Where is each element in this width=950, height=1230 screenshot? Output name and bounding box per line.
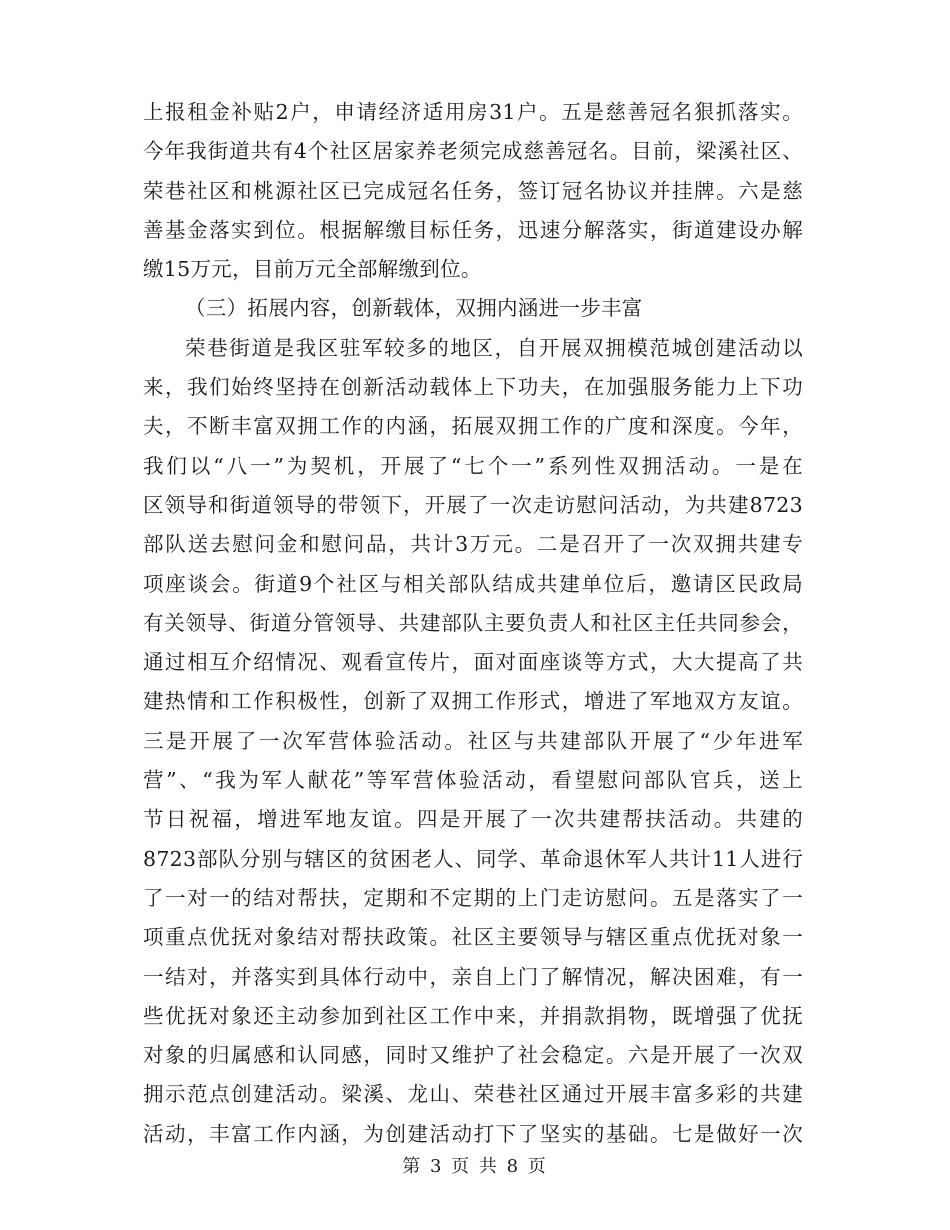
text-line: 部队送去慰问金和慰问品，共计3万元。二是召开了一次双拥共建专 <box>143 532 803 557</box>
text-line: 项座谈会。街道9个社区与相关部队结成共建单位后，邀请区民政局 <box>143 571 803 596</box>
document-body <box>143 93 803 1154</box>
text-line: 对象的归属感和认同感，同时又维护了社会稳定。六是开展了一次双 <box>143 1043 803 1068</box>
text-line: 拥示范点创建活动。梁溪、龙山、荣巷社区通过开展丰富多彩的共建 <box>143 1082 803 1107</box>
text-line: 来，我们始终坚持在创新活动载体上下功夫，在加强服务能力上下功 <box>143 375 803 400</box>
text-line: 上报租金补贴2户，申请经济适用房31户。五是慈善冠名狠抓落实。 <box>143 100 803 124</box>
text-line: 荣巷街道是我区驻军较多的地区，自开展双拥模范城创建活动以 <box>185 335 803 360</box>
text-line: 我们以“八一”为契机，开展了“七个一”系列性双拥活动。一是在 <box>143 453 803 478</box>
text-line: 区领导和街道领导的带领下，开展了一次走访慰问活动，为共建8723 <box>143 492 803 517</box>
text-line: 有关领导、街道分管领导、共建部队主要负责人和社区主任共同参会， <box>143 610 803 635</box>
text-line: 缴15万元，目前万元全部解缴到位。 <box>143 257 482 282</box>
text-line: 荣巷社区和桃源社区已完成冠名任务，签订冠名协议并挂牌。六是慈 <box>143 178 803 203</box>
text-line: 夫，不断丰富双拥工作的内涵，拓展双拥工作的广度和深度。今年， <box>143 414 803 439</box>
text-line: 了一对一的结对帮扶，定期和不定期的上门走访慰问。五是落实了一 <box>143 885 803 910</box>
text-line: 通过相互介绍情况、观看宣传片，面对面座谈等方式，大大提高了共 <box>143 650 803 675</box>
text-line: 8723部队分别与辖区的贫困老人、同学、革命退休军人共计11人进行 <box>143 846 803 871</box>
text-line: 一结对，并落实到具体行动中，亲自上门了解情况，解决困难，有一 <box>143 964 803 989</box>
text-line: 三是开展了一次军营体验活动。社区与共建部队开展了“少年进军 <box>143 728 803 753</box>
text-line: 节日祝福，增进军地友谊。四是开展了一次共建帮扶活动。共建的 <box>143 807 803 832</box>
text-line: 些优抚对象还主动参加到社区工作中来，并捐款捐物，既增强了优抚 <box>143 1003 803 1028</box>
section-heading: （三）拓展内容，创新载体，双拥内涵进一步丰富 <box>185 296 643 321</box>
text-line: 活动，丰富工作内涵，为创建活动打下了坚实的基础。七是做好一次 <box>143 1121 803 1146</box>
page-footer: 第 3 页 共 8 页 <box>402 1156 548 1177</box>
text-line: 建热情和工作积极性，创新了双拥工作形式，增进了军地双方友谊。 <box>143 689 803 714</box>
text-line: 善基金落实到位。根据解缴目标任务，迅速分解落实，街道建设办解 <box>143 217 803 242</box>
text-line: 项重点优抚对象结对帮扶政策。社区主要领导与辖区重点优抚对象一 <box>143 925 803 950</box>
text-line: 营”、“我为军人献花”等军营体验活动，看望慰问部队官兵，送上 <box>143 768 803 793</box>
text-line: 今年我街道共有4个社区居家养老须完成慈善冠名。目前，梁溪社区、 <box>143 139 803 164</box>
